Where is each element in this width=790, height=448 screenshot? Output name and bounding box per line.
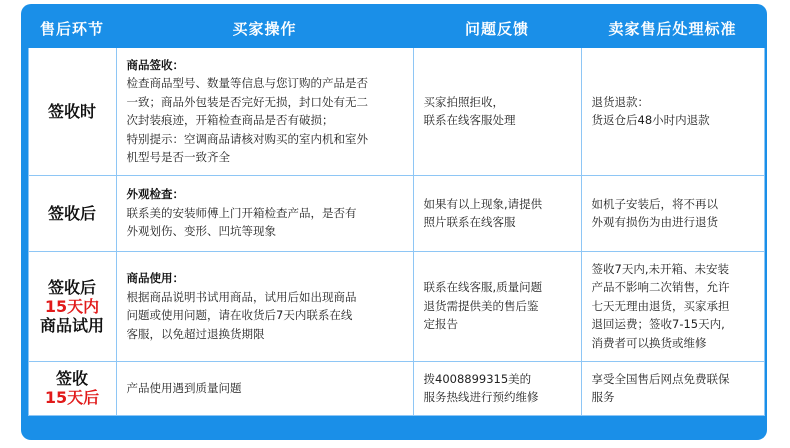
action-text: 一致；商品外包装是否完好无损，封口处有无二 — [126, 94, 368, 109]
table-row — [28, 251, 764, 361]
standard-text: 签收7天内,未开箱、未安装 — [591, 261, 729, 276]
feedback-cell — [413, 251, 581, 361]
action-text: 问题或使用问题，请在收货后7天内联系在线 — [126, 308, 353, 322]
standard-text: 如机子安装后，将不再以 — [591, 196, 718, 211]
feedback-text: 买家拍照拒收， — [423, 94, 504, 109]
standard-text: 七天无理由退货，买家承担 — [591, 298, 730, 313]
header-stage: 售后环节 — [28, 9, 116, 47]
standard-cell — [581, 175, 764, 251]
feedback-text: 退货需提供美的售后鉴 — [423, 298, 539, 313]
feedback-text: 联系在线客服,质量问题 — [423, 280, 543, 295]
action-text: 特别提示：空调商品请核对购买的室内机和室外 — [126, 131, 368, 146]
action-text: 客服，以免超过退换货期限 — [126, 326, 265, 341]
standard-text: 退回运费；签收7-15天内, — [591, 317, 725, 332]
action-text: 次封装痕迹，开箱检查商品是否有破损； — [126, 113, 334, 128]
standard-text: 服务 — [591, 390, 615, 404]
stage-label: 签收后 — [47, 203, 96, 223]
feedback-text: 联系在线客服处理 — [423, 113, 516, 128]
table-row — [28, 361, 764, 415]
header-seller-standard: 卖家售后处理标准 — [581, 9, 764, 47]
action-text: 外观划伤、变形、凹坑等现象 — [126, 224, 276, 239]
feedback-text: 定报告 — [423, 317, 458, 332]
action-text: 检查商品型号、数量等信息与您订购的产品是否 — [126, 76, 368, 91]
stage-period-label: 15天内 — [44, 296, 100, 316]
stage-period-label: 15天后 — [44, 388, 100, 407]
feedback-cell — [413, 361, 581, 415]
table-header-row — [28, 9, 764, 47]
stage-cell — [28, 251, 116, 361]
feedback-text: 拨4008899315美的 — [423, 371, 532, 386]
action-text: 机型号是否一致齐全 — [126, 150, 230, 165]
feedback-cell — [413, 47, 581, 175]
feedback-text: 如果有以上现象,请提供 — [423, 196, 543, 211]
stage-cell — [28, 361, 116, 415]
after-sales-table — [27, 8, 765, 416]
stage-label: 签收时 — [47, 101, 96, 121]
standard-text: 货返仓后48小时内退款 — [591, 113, 710, 128]
feedback-cell — [413, 175, 581, 251]
feedback-text: 照片联系在线客服 — [423, 215, 516, 229]
stage-cell — [28, 175, 116, 251]
action-title: 商品签收： — [126, 57, 184, 72]
standard-text: 享受全国售后网点免费联保 — [591, 371, 730, 386]
standard-text: 外观有损伤为由进行退货 — [591, 215, 718, 229]
standard-cell — [581, 251, 764, 361]
standard-cell — [581, 361, 764, 415]
action-cell — [116, 175, 413, 251]
standard-cell — [581, 47, 764, 175]
header-feedback: 问题反馈 — [413, 9, 581, 47]
table-row — [28, 175, 764, 251]
stage-cell — [28, 47, 116, 175]
action-text: 根据商品说明书试用商品，试用后如出现商品 — [126, 289, 357, 304]
stage-label: 签收后 — [47, 277, 96, 297]
action-title: 外观检查： — [126, 187, 184, 202]
action-cell — [116, 251, 413, 361]
action-title: 商品使用： — [126, 271, 184, 285]
action-text: 联系美的安装师傅上门开箱检查产品，是否有 — [126, 205, 357, 220]
action-cell — [116, 47, 413, 175]
standard-text: 消费者可以换货或维修 — [591, 335, 707, 350]
feedback-text: 服务热线进行预约维修 — [423, 390, 539, 404]
standard-text: 退货退款： — [591, 94, 649, 109]
stage-label: 签收 — [55, 369, 88, 388]
table-row — [28, 47, 764, 175]
standard-text: 产品不影响二次销售，允许 — [591, 280, 730, 295]
header-buyer-action: 买家操作 — [116, 9, 413, 47]
action-text: 产品使用遇到质量问题 — [126, 380, 242, 395]
stage-label: 商品试用 — [39, 315, 104, 335]
action-cell — [116, 361, 413, 415]
